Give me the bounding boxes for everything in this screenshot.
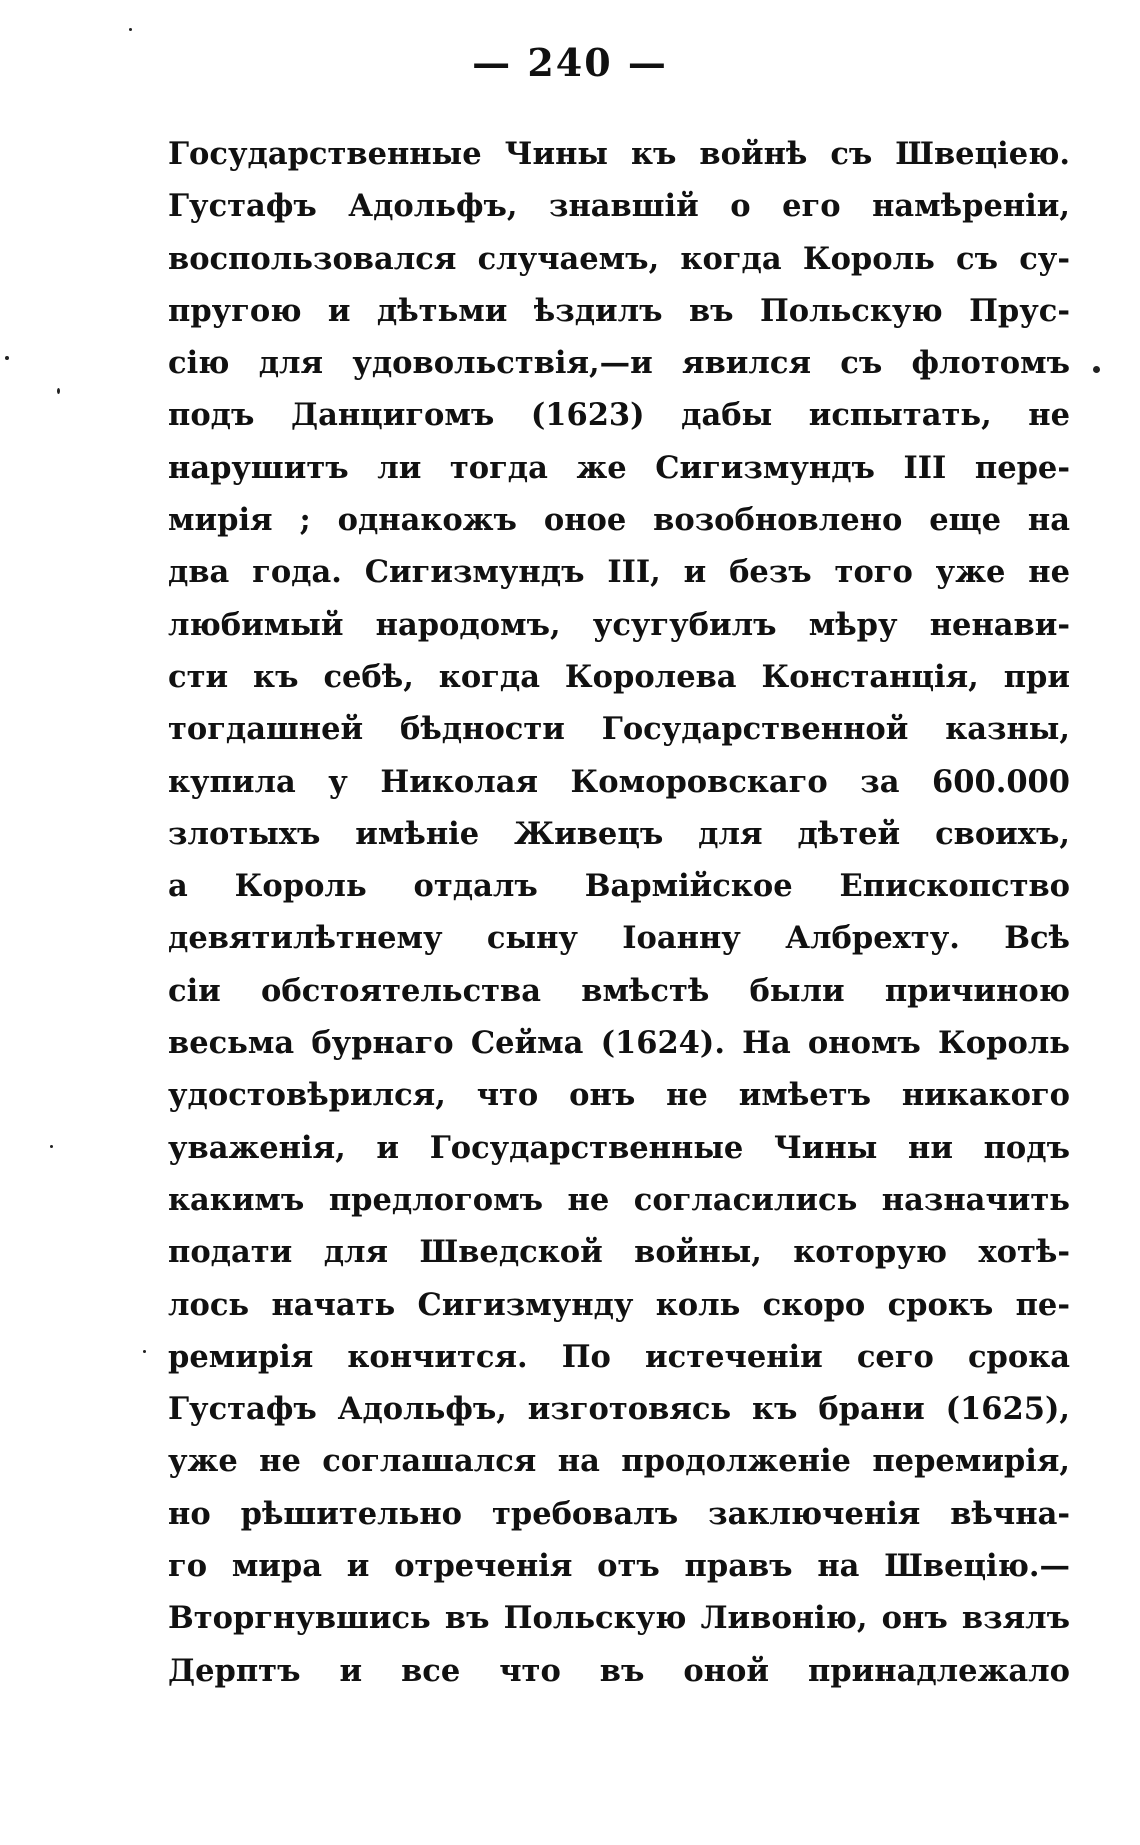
text-line: подати для Шведской войны, которую хотѣ- <box>168 1234 1070 1271</box>
text-line: ремирiя кончится. По истеченiи сего срока <box>168 1338 1070 1375</box>
scan-speck <box>143 1350 146 1353</box>
text-line: сiи обстоятельства вмѣстѣ были причиною <box>168 972 1070 1009</box>
text-line: злотыхъ имѣнiе Живецъ для дѣтей своихъ, <box>168 815 1070 852</box>
scan-speck <box>129 28 132 31</box>
text-line: лось начать Сигизмунду коль скоро срокъ пе- <box>168 1286 1070 1323</box>
page-number: — 240 — <box>472 40 668 85</box>
text-line: удостовѣрился, что онъ не имѣетъ никакого <box>168 1077 1070 1114</box>
text-line: уваженiя, и Государственные Чины ни подъ <box>168 1129 1070 1166</box>
text-line: сти къ себѣ, когда Королева Констанцiя, при <box>168 658 1070 695</box>
text-line: девятилѣтнему сыну Iоанну Албрехту. Всѣ <box>168 920 1070 957</box>
text-line: мирiя ; однакожъ оное возобновлено еще на <box>168 502 1070 539</box>
text-line: а Король отдалъ Вармiйское Епископство <box>168 868 1070 905</box>
text-line: Дерптъ и все что въ оной принадлежало <box>168 1652 1070 1689</box>
scan-speck <box>50 1145 53 1148</box>
text-line: но рѣшительно требовалъ заключенiя вѣчна- <box>168 1495 1070 1532</box>
text-line: Вторгнувшись въ Польскую Ливонiю, онъ взялъ <box>168 1600 1070 1637</box>
text-line: весьма бурнаго Сейма (1624). На ономъ Король <box>168 1025 1070 1062</box>
page-text <box>168 128 1070 1697</box>
text-line: купила у Николая Коморовскаго за 600.000 <box>168 763 1070 800</box>
scan-speck <box>5 356 9 360</box>
text-line: воспользовался случаемъ, когда Король съ су- <box>168 240 1070 277</box>
text-line: Густафъ Адольфъ, знавшiй о его намѣренiи, <box>168 188 1070 225</box>
text-line: Государственные Чины къ войнѣ съ Швецiею. <box>168 136 1070 172</box>
text-line: уже не соглашался на продолженiе перемирiя, <box>168 1443 1070 1480</box>
scan-speck <box>1093 366 1100 373</box>
text-line: тогдашней бѣдности Государственной казны, <box>168 711 1070 748</box>
text-line: подъ Данцигомъ (1623) дабы испытать, не <box>168 397 1070 434</box>
text-line: Густафъ Адольфъ, изготовясь къ брани (1625), <box>168 1391 1070 1428</box>
text-line: какимъ предлогомъ не согласились назначить <box>168 1181 1070 1218</box>
text-line: го мира и отреченiя отъ правъ на Швецiю.— <box>168 1548 1070 1585</box>
text-line: любимый народомъ, усугубилъ мѣру ненави- <box>168 606 1070 643</box>
text-line: пругою и дѣтьми ѣздилъ въ Польскую Прус- <box>168 292 1070 329</box>
scan-speck <box>57 388 60 394</box>
text-line: сiю для удовольствiя,—и явился съ флотомъ <box>168 345 1070 382</box>
text-line: нарушитъ ли тогда же Сигизмундъ III пере- <box>168 449 1070 486</box>
text-line: два года. Сигизмундъ III, и безъ того уже не <box>168 554 1070 591</box>
